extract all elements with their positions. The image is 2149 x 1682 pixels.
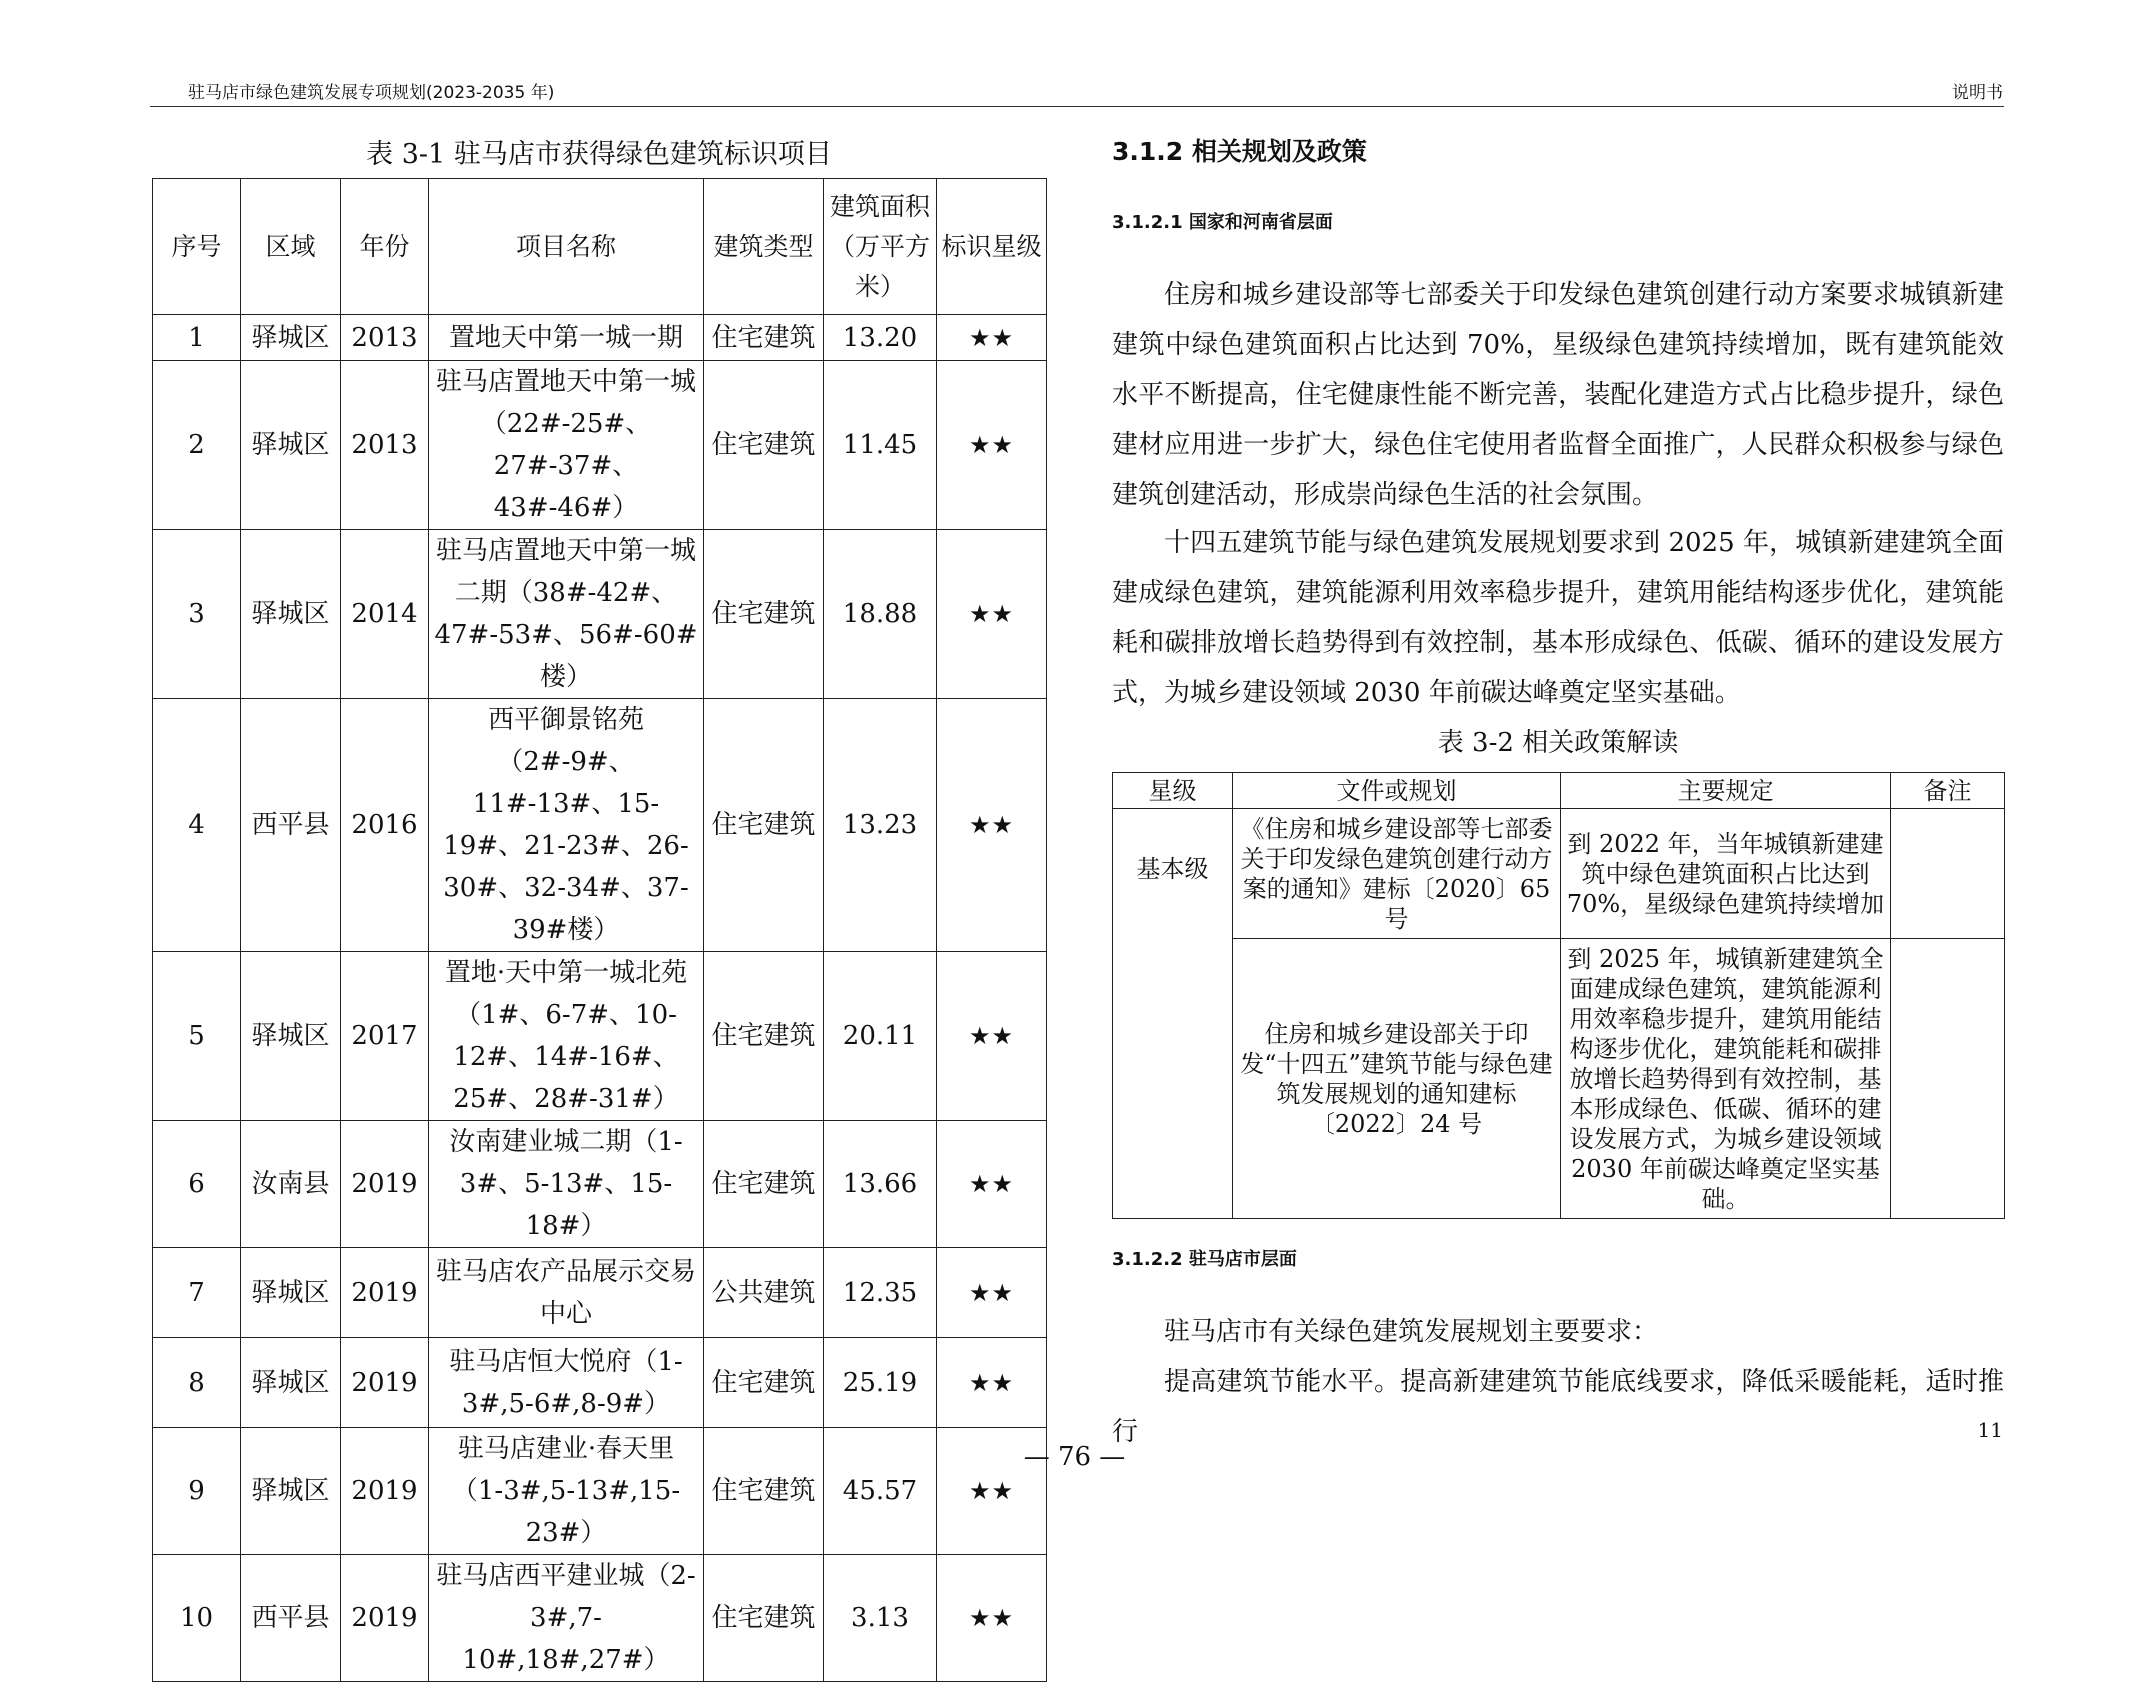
cell-year: 2014 [341, 530, 429, 699]
cell-document: 《住房和城乡建设部等七部委关于印发绿色建筑创建行动方案的通知》建标〔2020〕65 号 [1233, 809, 1561, 939]
cell-index: 5 [153, 952, 241, 1121]
table-row [153, 361, 1047, 530]
cell-index: 8 [153, 1338, 241, 1428]
col-header-region: 区域 [241, 179, 341, 315]
cell-star-rating: ★★ [937, 1121, 1047, 1248]
paragraph-energy-efficiency: 提高建筑节能水平。提高新建建筑节能底线要求，降低采暖能耗，适时推行 [1112, 1367, 2004, 1447]
cell-star-rating: ★★ [937, 699, 1047, 952]
cell-building-type: 住宅建筑 [704, 1338, 824, 1428]
cell-year: 2017 [341, 952, 429, 1121]
header-document-title: 驻马店市绿色建筑发展专项规划(2023-2035 年) [188, 83, 555, 103]
cell-year: 2019 [341, 1121, 429, 1248]
cell-building-type: 住宅建筑 [704, 699, 824, 952]
cell-year: 2013 [341, 315, 429, 361]
cell-index: 4 [153, 699, 241, 952]
cell-year: 2016 [341, 699, 429, 952]
cell-star-rating: ★★ [937, 1555, 1047, 1682]
cell-star-rating: ★★ [937, 361, 1047, 530]
col-header-project-name: 项目名称 [429, 179, 704, 315]
table-row [153, 699, 1047, 952]
header-divider [150, 106, 2004, 107]
cell-building-type: 公共建筑 [704, 1248, 824, 1338]
table1-caption: 表 3-1 驻马店市获得绿色建筑标识项目 [366, 139, 832, 170]
cell-index: 2 [153, 361, 241, 530]
cell-building-type: 住宅建筑 [704, 1555, 824, 1682]
cell-region: 驿城区 [241, 361, 341, 530]
cell-level: 基本级 [1113, 809, 1233, 1219]
cell-region: 驿城区 [241, 952, 341, 1121]
cell-project-name: 汝南建业城二期（1-3#、5-13#、15-18#） [429, 1121, 704, 1248]
cell-area: 13.20 [824, 315, 937, 361]
cell-project-name: 驻马店农产品展示交易中心 [429, 1248, 704, 1338]
cell-area: 25.19 [824, 1338, 937, 1428]
table-row [153, 315, 1047, 361]
cell-project-name: 置地·天中第一城北苑（1#、6-7#、10-12#、14#-16#、25#、28#-31#） [429, 952, 704, 1121]
cell-year: 2019 [341, 1248, 429, 1338]
cell-project-name: 置地天中第一城一期 [429, 315, 704, 361]
table-row [153, 1338, 1047, 1428]
cell-year: 2013 [341, 361, 429, 530]
col-header-document: 文件或规划 [1233, 773, 1561, 809]
cell-star-rating: ★★ [937, 1248, 1047, 1338]
cell-star-rating: ★★ [937, 315, 1047, 361]
cell-region: 驿城区 [241, 530, 341, 699]
cell-region: 驿城区 [241, 1248, 341, 1338]
col-header-star-level: 标识星级 [937, 179, 1047, 315]
cell-area: 13.23 [824, 699, 937, 952]
cell-main-rules: 到 2022 年，当年城镇新建建筑中绿色建筑面积占比达到 70%，星级绿色建筑持续增加 [1561, 809, 1891, 939]
cell-index: 1 [153, 315, 241, 361]
table-row [153, 1121, 1047, 1248]
cell-region: 汝南县 [241, 1121, 341, 1248]
cell-building-type: 住宅建筑 [704, 1428, 824, 1555]
cell-year: 2019 [341, 1428, 429, 1555]
cell-star-rating: ★★ [937, 1428, 1047, 1555]
subsection-heading-national: 3.1.2.1 国家和河南省层面 [1112, 212, 1333, 233]
cell-project-name: 驻马店建业·春天里（1-3#,5-13#,15-23#） [429, 1428, 704, 1555]
cell-remarks [1891, 809, 2005, 939]
cell-building-type: 住宅建筑 [704, 530, 824, 699]
cell-region: 驿城区 [241, 1338, 341, 1428]
table-header-row [153, 179, 1047, 315]
cell-document: 住房和城乡建设部关于印发“十四五”建筑节能与绿色建筑发展规划的通知建标〔2022〕24 号 [1233, 939, 1561, 1219]
cell-project-name: 驻马店置地天中第一城二期（38#-42#、47#-53#、56#-60#楼） [429, 530, 704, 699]
cell-main-rules: 到 2025 年，城镇新建建筑全面建成绿色建筑，建筑能源利用效率稳步提升，建筑用能结构逐步优化，建筑能耗和碳排放增长趋势得到有效控制，基本形成绿色、低碳、循环的建设发展方式，为城乡建设领域 2030 年前碳达峰奠定坚实基础。 [1561, 939, 1891, 1219]
col-header-main-rules: 主要规定 [1561, 773, 1891, 809]
cell-region: 驿城区 [241, 1428, 341, 1555]
cell-star-rating: ★★ [937, 530, 1047, 699]
table-row [153, 1555, 1047, 1682]
cell-area: 20.11 [824, 952, 937, 1121]
table-row [1113, 809, 2005, 939]
header-section-label: 说明书 [1952, 83, 2003, 103]
cell-area: 45.57 [824, 1428, 937, 1555]
cell-remarks [1891, 939, 2005, 1219]
cell-year: 2019 [341, 1555, 429, 1682]
cell-index: 3 [153, 530, 241, 699]
cell-area: 12.35 [824, 1248, 937, 1338]
cell-index: 6 [153, 1121, 241, 1248]
col-header-level: 星级 [1113, 773, 1233, 809]
table-row [153, 952, 1047, 1121]
col-header-remarks: 备注 [1891, 773, 2005, 809]
cell-year: 2019 [341, 1338, 429, 1428]
col-header-year: 年份 [341, 179, 429, 315]
cell-area: 3.13 [824, 1555, 937, 1682]
paragraph-green-building-action: 住房和城乡建设部等七部委关于印发绿色建筑创建行动方案要求城镇新建建筑中绿色建筑面积占比达到 70%，星级绿色建筑持续增加，既有建筑能效水平不断提高，住宅健康性能不断完善，装配化建造方式占比稳步提升，绿色建材应用进一步扩大，绿色住宅使用者监督全面推广，人民群众积极参与绿色建筑创建活动，形成崇尚绿色生活的社会氛围。 [1112, 280, 2004, 510]
subsection-heading-zhumadian: 3.1.2.2 驻马店市层面 [1112, 1249, 1297, 1270]
cell-building-type: 住宅建筑 [704, 315, 824, 361]
footer-page-number: — 76 — [1023, 1442, 1126, 1472]
paragraph-14th-five-year-plan: 十四五建筑节能与绿色建筑发展规划要求到 2025 年，城镇新建建筑全面建成绿色建筑，建筑能源利用效率稳步提升，建筑用能结构逐步优化，建筑能耗和碳排放增长趋势得到有效控制，基本形成绿色、低碳、循环的建设发展方式，为城乡建设领域 2030 年前碳达峰奠定坚实基础。 [1112, 528, 2004, 708]
cell-star-rating: ★★ [937, 952, 1047, 1121]
table-row [153, 530, 1047, 699]
cell-area: 13.66 [824, 1121, 937, 1248]
col-header-area: 建筑面积（万平方米） [824, 179, 937, 315]
section-heading: 3.1.2 相关规划及政策 [1112, 137, 1367, 166]
cell-index: 9 [153, 1428, 241, 1555]
table-row [1113, 939, 2005, 1219]
inner-page-number: 11 [1977, 1418, 2003, 1442]
cell-region: 西平县 [241, 699, 341, 952]
cell-project-name: 驻马店恒大悦府（1-3#,5-6#,8-9#） [429, 1338, 704, 1428]
cell-project-name: 驻马店置地天中第一城（22#-25#、27#-37#、43#-46#） [429, 361, 704, 530]
cell-star-rating: ★★ [937, 1338, 1047, 1428]
col-header-building-type: 建筑类型 [704, 179, 824, 315]
cell-project-name: 西平御景铭苑（2#-9#、11#-13#、15-19#、21-23#、26-30#、32-34#、37-39#楼） [429, 699, 704, 952]
table-row [153, 1248, 1047, 1338]
cell-area: 11.45 [824, 361, 937, 530]
paragraph-zhumadian-requirements: 驻马店市有关绿色建筑发展规划主要要求： [1164, 1317, 1659, 1347]
cell-area: 18.88 [824, 530, 937, 699]
table-header-row [1113, 773, 2005, 809]
cell-index: 10 [153, 1555, 241, 1682]
cell-index: 7 [153, 1248, 241, 1338]
policy-interpretation-table [1112, 772, 2005, 1219]
col-header-index: 序号 [153, 179, 241, 315]
cell-building-type: 住宅建筑 [704, 361, 824, 530]
cell-region: 驿城区 [241, 315, 341, 361]
cell-building-type: 住宅建筑 [704, 1121, 824, 1248]
cell-building-type: 住宅建筑 [704, 952, 824, 1121]
table2-caption: 表 3-2 相关政策解读 [1437, 728, 1679, 758]
cell-project-name: 驻马店西平建业城（2-3#,7-10#,18#,27#） [429, 1555, 704, 1682]
cell-region: 西平县 [241, 1555, 341, 1682]
